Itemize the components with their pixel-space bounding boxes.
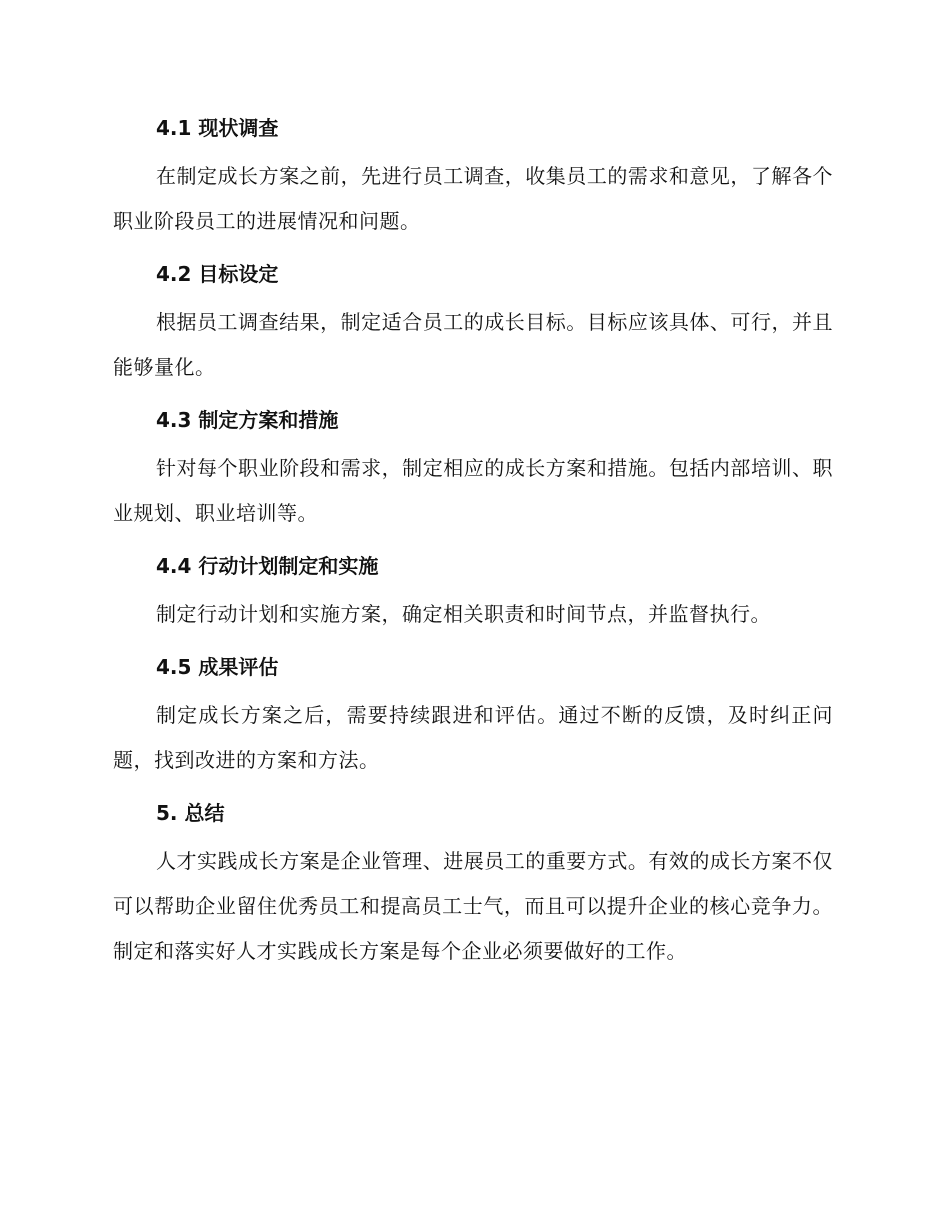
section-paragraph-4-4: 制定行动计划和实施方案，确定相关职责和时间节点，并监督执行。 xyxy=(156,602,771,626)
document-page xyxy=(113,112,833,974)
section-heading-4-4: 4.4 行动计划制定和实施 xyxy=(156,554,379,578)
section-paragraph-4-5: 制定成长方案之后，需要持续跟进和评估。通过不断的反馈，及时纠正问题，找到改进的方案和方法。 xyxy=(113,703,833,772)
section-heading-4-2: 4.2 目标设定 xyxy=(156,262,279,286)
section-heading-4-3: 4.3 制定方案和措施 xyxy=(156,408,339,432)
section-paragraph-4-1: 在制定成长方案之前，先进行员工调查，收集员工的需求和意见，了解各个职业阶段员工的进展情况和问题。 xyxy=(113,164,833,233)
section-paragraph-5: 人才实践成长方案是企业管理、进展员工的重要方式。有效的成长方案不仅可以帮助企业留住优秀员工和提高员工士气，而且可以提升企业的核心竞争力。制定和落实好人才实践成长方案是每个企业必须要做好的工作。 xyxy=(113,849,833,963)
section-heading-4-1: 4.1 现状调查 xyxy=(156,116,279,140)
section-heading-5: 5. 总结 xyxy=(156,801,225,825)
section-paragraph-4-2: 根据员工调查结果，制定适合员工的成长目标。目标应该具体、可行，并且能够量化。 xyxy=(113,310,833,379)
section-paragraph-4-3: 针对每个职业阶段和需求，制定相应的成长方案和措施。包括内部培训、职业规划、职业培训等。 xyxy=(113,456,833,525)
section-heading-4-5: 4.5 成果评估 xyxy=(156,655,279,679)
